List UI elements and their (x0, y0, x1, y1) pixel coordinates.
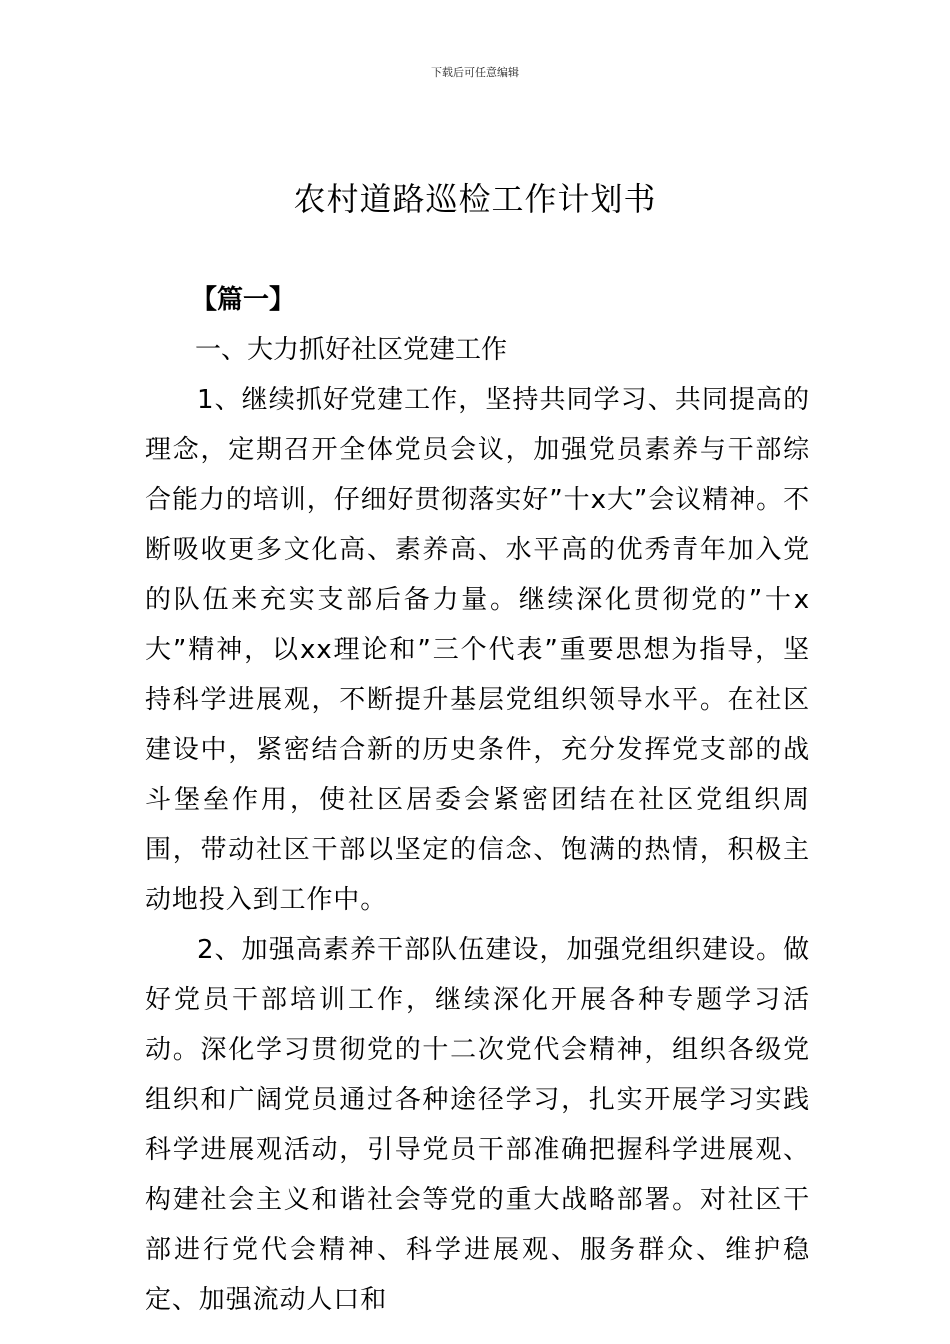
section-heading: 一、大力抓好社区党建工作 (195, 335, 508, 365)
document-body (145, 275, 810, 1325)
paragraph-1: 1、继续抓好党建工作，坚持共同学习、共同提高的理念，定期召开全体党员会议，加强党员素养与干部综合能力的培训，仔细好贯彻落实好”十x大”会议精神。不断吸收更多文化高、素养高、水平高的优秀青年加入党的队伍来充实支部后备力量。继续深化贯彻党的”十x大”精神，以xx理论和”三个代表”重要思想为指导，坚持科学进展观，不断提升基层党组织领导水平。在社区建设中，紧密结合新的历史条件，充分发挥党支部的战斗堡垒作用，使社区居委会紧密团结在社区党组织周围，带动社区干部以坚定的信念、饱满的热情，积极主动地投入到工作中。 (145, 385, 810, 915)
document-title: 农村道路巡检工作计划书 (293, 180, 657, 218)
page-header-note: 下载后可任意编辑 (431, 66, 519, 79)
section-tag: 【篇一】 (191, 285, 296, 315)
paragraph-2: 2、加强高素养干部队伍建设，加强党组织建设。做好党员干部培训工作，继续深化开展各种专题学习活动。深化学习贯彻党的十二次党代会精神，组织各级党组织和广阔党员通过各种途径学习，扎实开展学习实践科学进展观活动，引导党员干部准确把握科学进展观、构建社会主义和谐社会等党的重大战略部署。对社区干部进行党代会精神、科学进展观、服务群众、维护稳定、加强流动人口和 (145, 935, 810, 1315)
